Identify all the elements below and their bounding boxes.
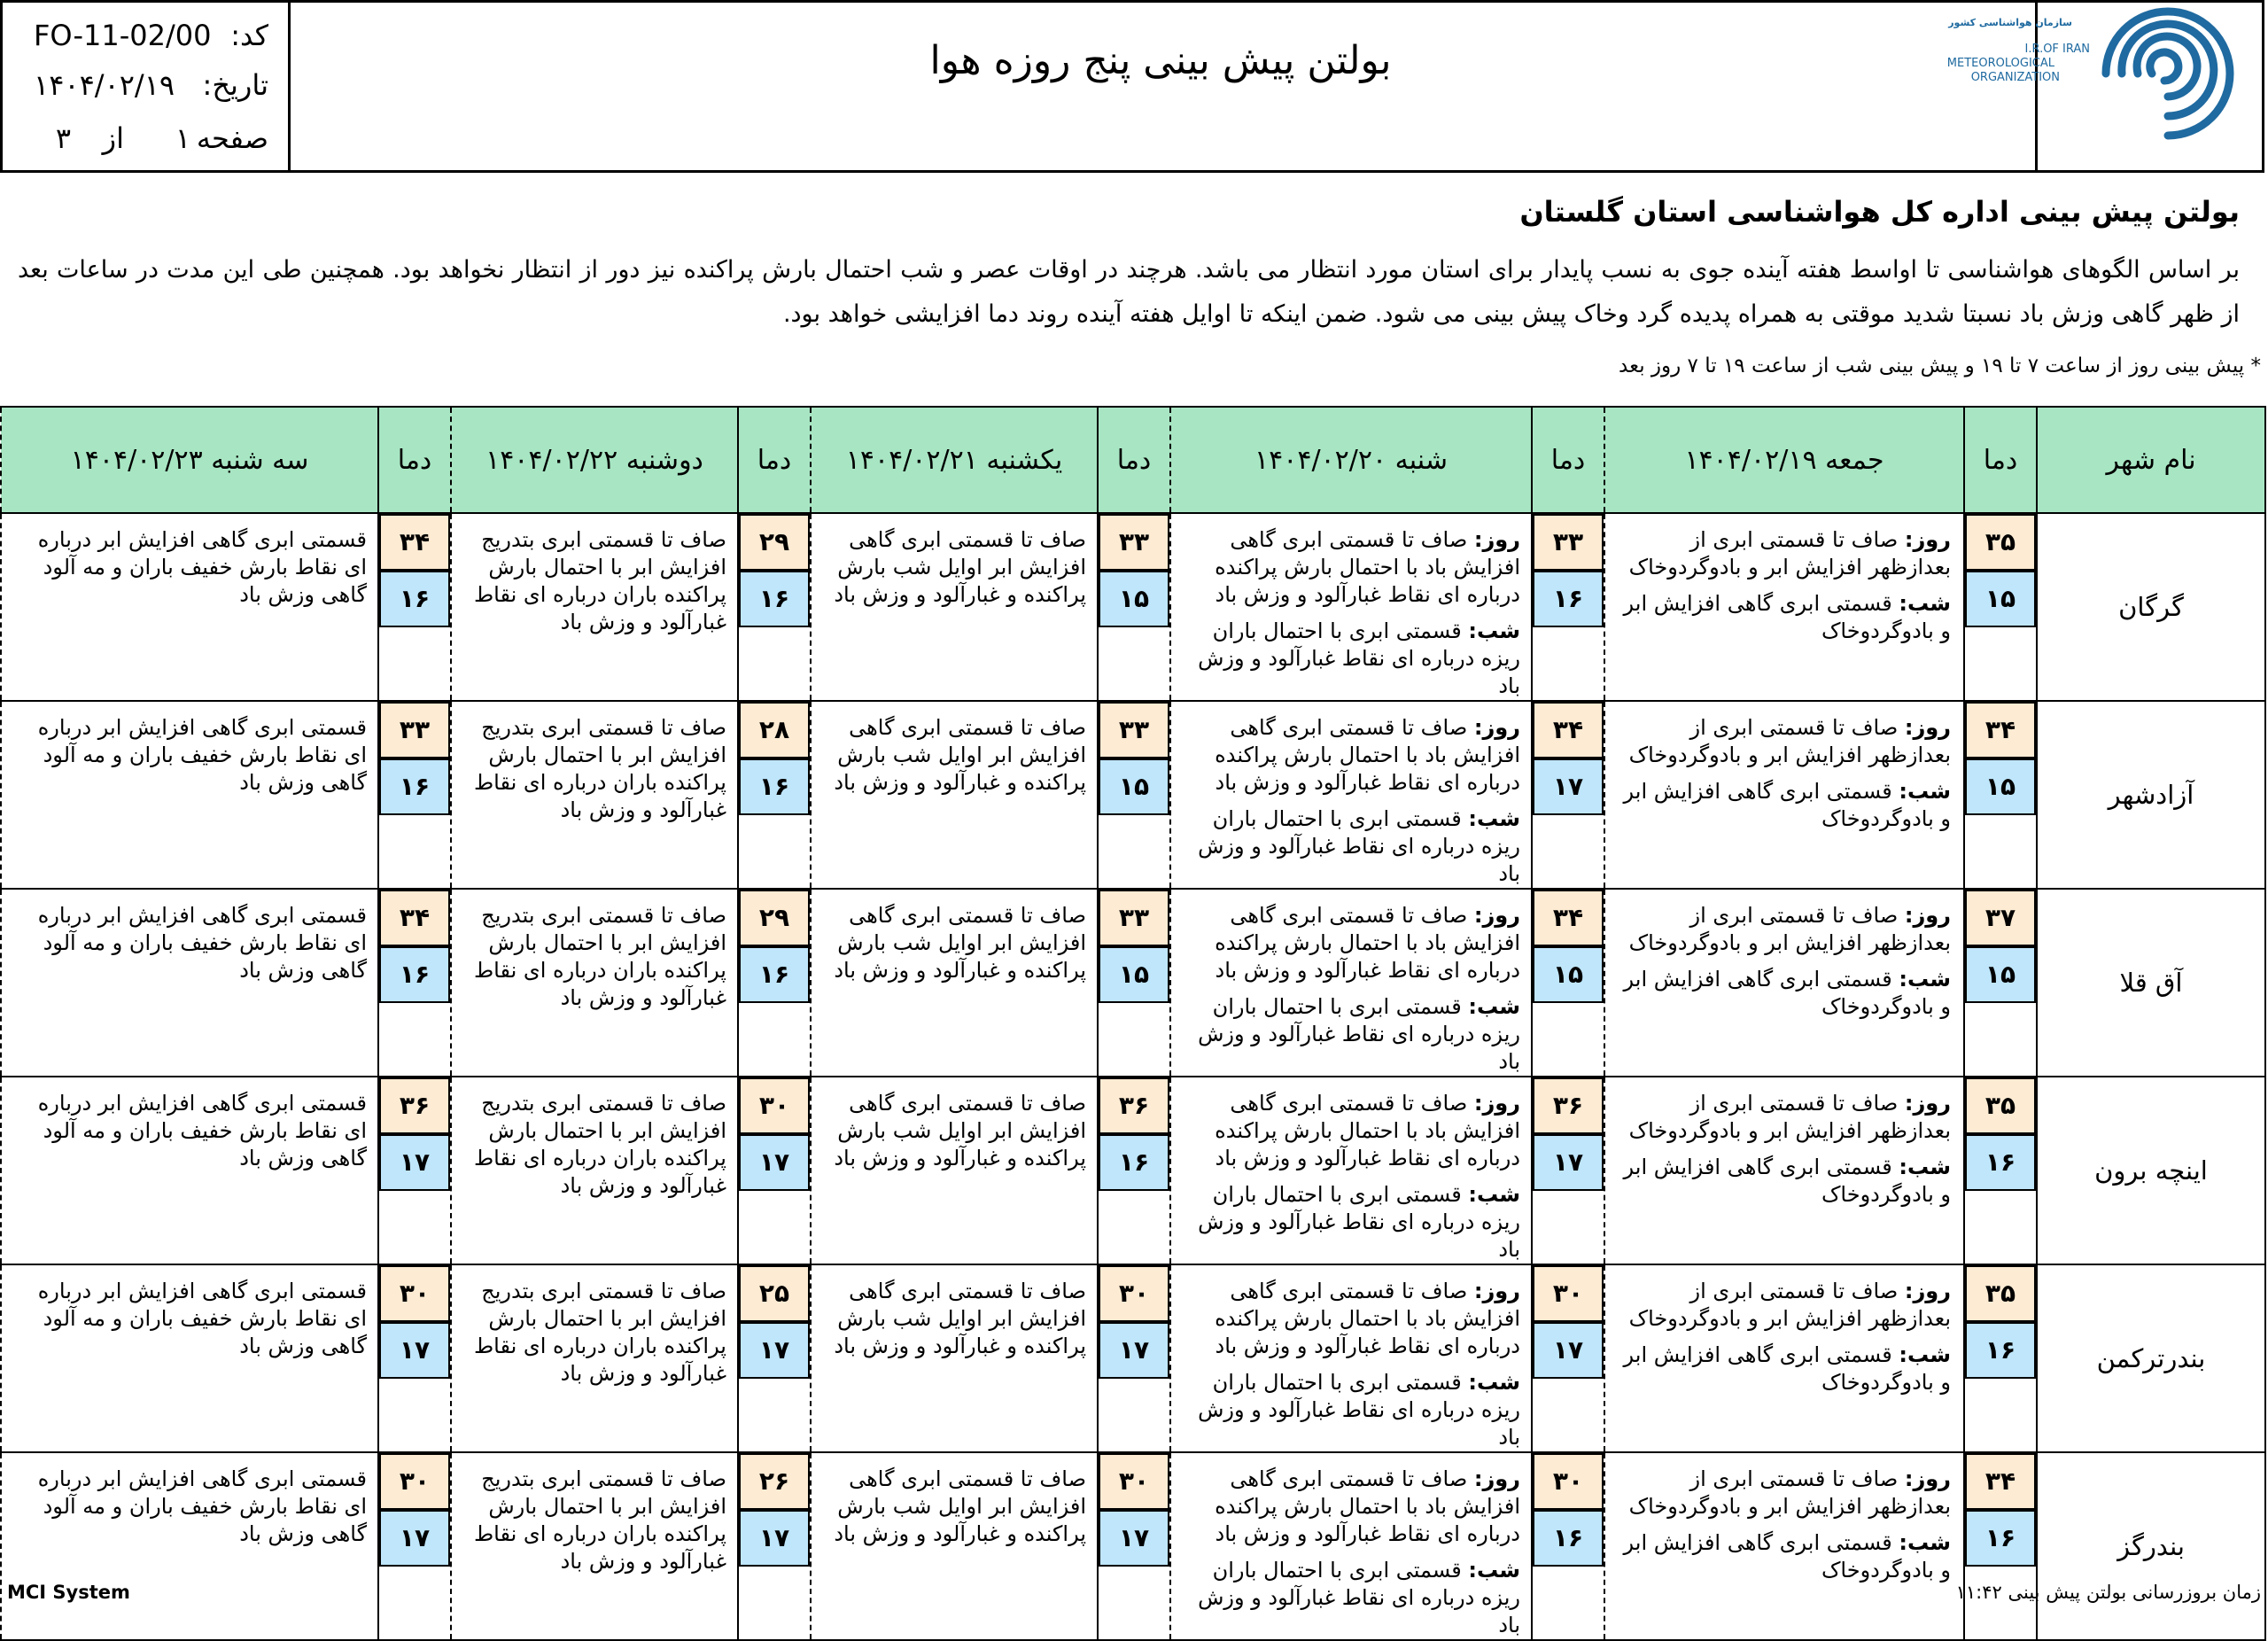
column-header-day: سه شنبه ۱۴۰۴/۰۲/۲۳ bbox=[1, 407, 378, 513]
max-temperature: ۳۳ bbox=[379, 702, 450, 758]
table-row bbox=[1, 1264, 2265, 1452]
city-name: آزادشهر bbox=[2037, 701, 2265, 889]
temperature-cell bbox=[378, 701, 451, 889]
night-forecast bbox=[1178, 1369, 1520, 1451]
night-forecast-text: قسمتی ابری گاهی افزایش ابر و بادوگردوخاک bbox=[1623, 1530, 1951, 1583]
temperature-cell bbox=[738, 1452, 811, 1640]
night-forecast-text: قسمتی ابری گاهی افزایش ابر و بادوگردوخاک bbox=[1623, 1342, 1951, 1395]
night-label: شب: bbox=[1468, 618, 1520, 643]
page-current: ۱ bbox=[175, 121, 190, 155]
min-temperature: ۱۶ bbox=[739, 571, 810, 627]
organization-logo bbox=[1946, 3, 2262, 170]
max-temperature: ۳۴ bbox=[1965, 1453, 2036, 1510]
spiral-logo-icon bbox=[1946, 3, 2262, 170]
night-forecast bbox=[1612, 1529, 1951, 1584]
page-label: صفحه bbox=[196, 121, 268, 155]
city-name: آق قلا bbox=[2037, 889, 2265, 1077]
night-forecast bbox=[1612, 778, 1951, 833]
day-forecast bbox=[1178, 714, 1520, 797]
column-header-temp: دما bbox=[1532, 407, 1604, 513]
day-label: روز: bbox=[1904, 1466, 1951, 1491]
day-forecast-text: صاف تا قسمتی ابری گاهی افزایش باد با احتمال بارش پراکنده درباره ای نقاط غبارآلود و وزش باد bbox=[1215, 1466, 1520, 1546]
column-header-temp: دما bbox=[738, 407, 811, 513]
night-forecast-text: قسمتی ابری گاهی افزایش ابر و بادوگردوخاک bbox=[1623, 1155, 1951, 1207]
temperature-cell bbox=[1532, 1452, 1604, 1640]
max-temperature: ۳۶ bbox=[1533, 1077, 1604, 1134]
forecast-description: صاف تا قسمتی ابری گاهی افزایش ابر اوایل شب بارش پراکنده و غبارآلود و وزش باد bbox=[811, 1452, 1098, 1640]
night-forecast bbox=[1612, 1154, 1951, 1209]
day-forecast-text: صاف تا قسمتی ابری گاهی افزایش باد با احتمال بارش پراکنده درباره ای نقاط غبارآلود و وزش باد bbox=[1215, 903, 1520, 983]
max-temperature: ۳۰ bbox=[379, 1265, 450, 1322]
system-name: MCI System bbox=[7, 1582, 130, 1603]
temperature-cell bbox=[1964, 1452, 2037, 1640]
forecast-description: صاف تا قسمتی ابری بتدریج افزایش ابر با احتمال بارش پراکنده باران درباره ای نقاط غبارآلود و وزش باد bbox=[451, 1452, 738, 1640]
day-label: روز: bbox=[1904, 527, 1951, 552]
max-temperature: ۲۶ bbox=[739, 1453, 810, 1510]
temperature-cell bbox=[1098, 1452, 1170, 1640]
max-temperature: ۳۰ bbox=[1533, 1453, 1604, 1510]
update-label: زمان بروزرسانی بولتن پیش بینی bbox=[2008, 1582, 2261, 1603]
day-forecast-text: صاف تا قسمتی ابری از بعدازظهر افزایش ابر و بادوگردوخاک bbox=[1628, 903, 1951, 955]
page-total: ۳ bbox=[55, 121, 71, 155]
min-temperature: ۱۶ bbox=[739, 758, 810, 815]
forecast-description bbox=[1604, 513, 1964, 701]
max-temperature: ۳۴ bbox=[1533, 890, 1604, 946]
max-temperature: ۳۷ bbox=[1965, 890, 2036, 946]
temperature-cell bbox=[1964, 1077, 2037, 1264]
max-temperature: ۳۳ bbox=[1533, 514, 1604, 571]
night-forecast-text: قسمتی ابری گاهی افزایش ابر و بادوگردوخاک bbox=[1623, 967, 1951, 1019]
page-of: از bbox=[102, 121, 124, 155]
forecast-description: صاف تا قسمتی ابری گاهی افزایش ابر اوایل شب بارش پراکنده و غبارآلود و وزش باد bbox=[811, 889, 1098, 1077]
code-row bbox=[0, 19, 288, 68]
day-label: روز: bbox=[1473, 1466, 1520, 1491]
temperature-cell bbox=[1964, 513, 2037, 701]
date-label: تاریخ: bbox=[202, 68, 268, 102]
date-value: ۱۴۰۴/۰۲/۱۹ bbox=[34, 68, 175, 102]
night-label: شب: bbox=[1899, 967, 1951, 992]
min-temperature: ۱۶ bbox=[1965, 1134, 2036, 1191]
temperature-cell bbox=[1532, 889, 1604, 1077]
column-header-day: جمعه ۱۴۰۴/۰۲/۱۹ bbox=[1604, 407, 1964, 513]
svg-text:METEOROLOGICAL: METEOROLOGICAL bbox=[1946, 57, 2054, 70]
city-name: اینچه برون bbox=[2037, 1077, 2265, 1264]
forecast-description: صاف تا قسمتی ابری گاهی افزایش ابر اوایل شب بارش پراکنده و غبارآلود و وزش باد bbox=[811, 513, 1098, 701]
min-temperature: ۱۶ bbox=[1099, 1134, 1169, 1191]
max-temperature: ۳۶ bbox=[379, 1077, 450, 1134]
min-temperature: ۱۶ bbox=[379, 758, 450, 815]
day-forecast-text: صاف تا قسمتی ابری از بعدازظهر افزایش ابر و بادوگردوخاک bbox=[1628, 1466, 1951, 1519]
forecast-description bbox=[1604, 1077, 1964, 1264]
min-temperature: ۱۵ bbox=[1099, 758, 1169, 815]
forecast-description: قسمتی ابری گاهی افزایش ابر درباره ای نقاط بارش خفیف باران و مه آلود گاهی وزش باد bbox=[1, 513, 378, 701]
day-forecast bbox=[1178, 526, 1520, 609]
forecast-description bbox=[1170, 1077, 1532, 1264]
temperature-cell bbox=[378, 1077, 451, 1264]
day-label: روز: bbox=[1904, 715, 1951, 740]
forecast-description: صاف تا قسمتی ابری بتدریج افزایش ابر با احتمال بارش پراکنده باران درباره ای نقاط غبارآلود و وزش باد bbox=[451, 1264, 738, 1452]
min-temperature: ۱۵ bbox=[1533, 946, 1604, 1003]
bulletin-header bbox=[0, 0, 2264, 173]
table-body bbox=[1, 513, 2265, 1640]
forecast-description: قسمتی ابری گاهی افزایش ابر درباره ای نقاط بارش خفیف باران و مه آلود گاهی وزش باد bbox=[1, 1264, 378, 1452]
forecast-description bbox=[1604, 701, 1964, 889]
forecast-description: صاف تا قسمتی ابری بتدریج افزایش ابر با احتمال بارش پراکنده باران درباره ای نقاط غبارآلود و وزش باد bbox=[451, 701, 738, 889]
page-title: بولتن پیش بینی پنج روزه هوا bbox=[929, 38, 1392, 83]
min-temperature: ۱۷ bbox=[379, 1322, 450, 1379]
night-forecast bbox=[1612, 966, 1951, 1021]
forecast-description: قسمتی ابری گاهی افزایش ابر درباره ای نقاط بارش خفیف باران و مه آلود گاهی وزش باد bbox=[1, 701, 378, 889]
night-label: شب: bbox=[1468, 1182, 1520, 1207]
max-temperature: ۳۰ bbox=[1533, 1265, 1604, 1322]
day-forecast bbox=[1612, 1090, 1951, 1145]
day-forecast bbox=[1178, 1278, 1520, 1360]
day-forecast-text: صاف تا قسمتی ابری از بعدازظهر افزایش ابر و بادوگردوخاک bbox=[1628, 1091, 1951, 1143]
day-label: روز: bbox=[1473, 1279, 1520, 1303]
night-label: شب: bbox=[1468, 806, 1520, 831]
night-label: شب: bbox=[1468, 1370, 1520, 1395]
min-temperature: ۱۶ bbox=[379, 571, 450, 627]
day-forecast-text: صاف تا قسمتی ابری گاهی افزایش باد با احتمال بارش پراکنده درباره ای نقاط غبارآلود و وزش باد bbox=[1215, 1091, 1520, 1170]
forecast-description: صاف تا قسمتی ابری بتدریج افزایش ابر با احتمال بارش پراکنده باران درباره ای نقاط غبارآلود و وزش باد bbox=[451, 513, 738, 701]
city-name: بندرگز bbox=[2037, 1452, 2265, 1640]
forecast-description bbox=[1170, 1452, 1532, 1640]
temperature-cell bbox=[1532, 1264, 1604, 1452]
max-temperature: ۳۴ bbox=[379, 890, 450, 946]
table-row bbox=[1, 513, 2265, 701]
city-name: بندرترکمن bbox=[2037, 1264, 2265, 1452]
min-temperature: ۱۶ bbox=[379, 946, 450, 1003]
forecast-description: صاف تا قسمتی ابری گاهی افزایش ابر اوایل شب بارش پراکنده و غبارآلود و وزش باد bbox=[811, 1077, 1098, 1264]
code-value: FO-11-02/00 bbox=[34, 19, 212, 52]
night-forecast-text: قسمتی ابری با احتمال باران ریزه درباره ای نقاط غبارآلود و وزش باد bbox=[1198, 994, 1520, 1074]
forecast-summary: بر اساس الگوهای هواشناسی تا اواسط هفته آینده جوی به نسب پایدار برای استان مورد انتظار می باشد. هرچند در اوقات عصر و شب احتمال بارش پراکنده نیز دور از انتظار نخواهد بود. همچنین طی این مدت در ساعات بعد از ظهر گاهی وزش باد نسبتا شدید موقتی به همراه پدیده گرد وخاک پیش بینی می شود. ضمن اینکه تا اوایل هفته آینده روند دما افزایشی خواهد بود. bbox=[18, 256, 2240, 328]
temperature-cell bbox=[1098, 1077, 1170, 1264]
forecast-description: صاف تا قسمتی ابری بتدریج افزایش ابر با احتمال بارش پراکنده باران درباره ای نقاط غبارآلود و وزش باد bbox=[451, 1077, 738, 1264]
max-temperature: ۳۰ bbox=[1099, 1265, 1169, 1322]
min-temperature: ۱۵ bbox=[1099, 946, 1169, 1003]
night-label: شب: bbox=[1899, 1530, 1951, 1555]
day-label: روز: bbox=[1473, 1091, 1520, 1116]
temperature-cell bbox=[738, 1077, 811, 1264]
forecast-description bbox=[1170, 1264, 1532, 1452]
table-row bbox=[1, 1452, 2265, 1640]
night-forecast bbox=[1178, 1181, 1520, 1264]
max-temperature: ۳۵ bbox=[1965, 1077, 2036, 1134]
min-temperature: ۱۷ bbox=[1099, 1322, 1169, 1379]
max-temperature: ۲۹ bbox=[739, 514, 810, 571]
column-header-temp: دما bbox=[1098, 407, 1170, 513]
table-row bbox=[1, 1077, 2265, 1264]
forecast-description: صاف تا قسمتی ابری بتدریج افزایش ابر با احتمال بارش پراکنده باران درباره ای نقاط غبارآلود و وزش باد bbox=[451, 889, 738, 1077]
day-label: روز: bbox=[1904, 1091, 1951, 1116]
day-forecast bbox=[1612, 714, 1951, 769]
code-label: کد: bbox=[230, 19, 268, 52]
min-temperature: ۱۵ bbox=[1965, 946, 2036, 1003]
temperature-cell bbox=[738, 889, 811, 1077]
max-temperature: ۳۴ bbox=[379, 514, 450, 571]
max-temperature: ۳۶ bbox=[1099, 1077, 1169, 1134]
night-forecast-text: قسمتی ابری با احتمال باران ریزه درباره ای نقاط غبارآلود و وزش باد bbox=[1198, 1370, 1520, 1450]
min-temperature: ۱۷ bbox=[379, 1134, 450, 1191]
temperature-cell bbox=[1532, 513, 1604, 701]
temperature-cell bbox=[1964, 889, 2037, 1077]
forecast-description bbox=[1170, 513, 1532, 701]
max-temperature: ۳۳ bbox=[1099, 702, 1169, 758]
update-time-value: ۱۱:۴۲ bbox=[1955, 1582, 2002, 1603]
forecast-description: صاف تا قسمتی ابری گاهی افزایش ابر اوایل شب بارش پراکنده و غبارآلود و وزش باد bbox=[811, 1264, 1098, 1452]
day-forecast bbox=[1612, 902, 1951, 957]
forecast-description bbox=[1604, 889, 1964, 1077]
night-forecast bbox=[1178, 618, 1520, 700]
temperature-cell bbox=[1098, 513, 1170, 701]
min-temperature: ۱۵ bbox=[1965, 571, 2036, 627]
min-temperature: ۱۷ bbox=[1533, 1322, 1604, 1379]
svg-text:سازمان هواشناسی کشور: سازمان هواشناسی کشور bbox=[1948, 17, 2072, 28]
forecast-description: قسمتی ابری گاهی افزایش ابر درباره ای نقاط بارش خفیف باران و مه آلود گاهی وزش باد bbox=[1, 1452, 378, 1640]
night-forecast bbox=[1178, 1557, 1520, 1639]
table-header-row bbox=[1, 407, 2265, 513]
night-label: شب: bbox=[1899, 1342, 1951, 1367]
night-forecast bbox=[1612, 1342, 1951, 1396]
column-header-day: شنبه ۱۴۰۴/۰۲/۲۰ bbox=[1170, 407, 1532, 513]
max-temperature: ۳۵ bbox=[1965, 514, 2036, 571]
night-label: شب: bbox=[1899, 591, 1951, 616]
temperature-cell bbox=[378, 889, 451, 1077]
temperature-cell bbox=[1098, 701, 1170, 889]
min-temperature: ۱۶ bbox=[739, 946, 810, 1003]
max-temperature: ۲۹ bbox=[739, 890, 810, 946]
day-label: روز: bbox=[1904, 903, 1951, 928]
temperature-cell bbox=[378, 1264, 451, 1452]
night-label: شب: bbox=[1468, 1558, 1520, 1583]
day-forecast bbox=[1178, 1466, 1520, 1548]
date-row bbox=[0, 68, 288, 118]
column-header-day: یکشنبه ۱۴۰۴/۰۲/۲۱ bbox=[811, 407, 1098, 513]
day-forecast bbox=[1612, 1278, 1951, 1333]
forecast-description bbox=[1604, 1264, 1964, 1452]
max-temperature: ۳۴ bbox=[1533, 702, 1604, 758]
day-label: روز: bbox=[1473, 903, 1520, 928]
night-forecast-text: قسمتی ابری گاهی افزایش ابر و بادوگردوخاک bbox=[1623, 779, 1951, 831]
min-temperature: ۱۶ bbox=[1533, 571, 1604, 627]
document-meta bbox=[3, 3, 291, 170]
day-forecast bbox=[1178, 1090, 1520, 1172]
day-label: روز: bbox=[1473, 527, 1520, 552]
min-temperature: ۱۷ bbox=[1533, 758, 1604, 815]
day-forecast-text: صاف تا قسمتی ابری گاهی افزایش باد با احتمال بارش پراکنده درباره ای نقاط غبارآلود و وزش باد bbox=[1215, 715, 1520, 795]
temperature-cell bbox=[1964, 1264, 2037, 1452]
forecast-description: صاف تا قسمتی ابری گاهی افزایش ابر اوایل شب بارش پراکنده و غبارآلود و وزش باد bbox=[811, 701, 1098, 889]
column-header-temp: دما bbox=[1964, 407, 2037, 513]
forecast-description: قسمتی ابری گاهی افزایش ابر درباره ای نقاط بارش خفیف باران و مه آلود گاهی وزش باد bbox=[1, 889, 378, 1077]
table-row bbox=[1, 701, 2265, 889]
max-temperature: ۳۳ bbox=[1099, 890, 1169, 946]
night-forecast-text: قسمتی ابری با احتمال باران ریزه درباره ای نقاط غبارآلود و وزش باد bbox=[1198, 618, 1520, 698]
forecast-note: * پیش بینی روز از ساعت ۷ تا ۱۹ و پیش بینی شب از ساعت ۱۹ تا ۷ روز بعد bbox=[1619, 354, 2261, 377]
night-forecast-text: قسمتی ابری گاهی افزایش ابر و بادوگردوخاک bbox=[1623, 591, 1951, 643]
night-forecast bbox=[1178, 805, 1520, 888]
max-temperature: ۳۴ bbox=[1965, 702, 2036, 758]
min-temperature: ۱۷ bbox=[1099, 1510, 1169, 1567]
table-row bbox=[1, 889, 2265, 1077]
day-forecast bbox=[1612, 1466, 1951, 1520]
max-temperature: ۳۳ bbox=[1099, 514, 1169, 571]
temperature-cell bbox=[378, 1452, 451, 1640]
day-forecast bbox=[1612, 526, 1951, 581]
city-name: گرگان bbox=[2037, 513, 2265, 701]
temperature-cell bbox=[738, 513, 811, 701]
night-forecast bbox=[1178, 993, 1520, 1076]
svg-text:ORGANIZATION: ORGANIZATION bbox=[1970, 71, 2060, 84]
day-forecast-text: صاف تا قسمتی ابری از بعدازظهر افزایش ابر و بادوگردوخاک bbox=[1628, 715, 1951, 767]
night-forecast-text: قسمتی ابری با احتمال باران ریزه درباره ای نقاط غبارآلود و وزش باد bbox=[1198, 1558, 1520, 1637]
day-forecast bbox=[1178, 902, 1520, 984]
min-temperature: ۱۷ bbox=[739, 1322, 810, 1379]
forecast-table bbox=[0, 406, 2266, 1641]
night-forecast-text: قسمتی ابری با احتمال باران ریزه درباره ای نقاط غبارآلود و وزش باد bbox=[1198, 806, 1520, 886]
min-temperature: ۱۶ bbox=[1533, 1510, 1604, 1567]
day-forecast-text: صاف تا قسمتی ابری از بعدازظهر افزایش ابر و بادوگردوخاک bbox=[1628, 1279, 1951, 1331]
night-forecast-text: قسمتی ابری با احتمال باران ریزه درباره ای نقاط غبارآلود و وزش باد bbox=[1198, 1182, 1520, 1262]
column-header-temp: دما bbox=[378, 407, 451, 513]
forecast-description bbox=[1604, 1452, 1964, 1640]
night-label: شب: bbox=[1468, 994, 1520, 1019]
day-forecast-text: صاف تا قسمتی ابری از بعدازظهر افزایش ابر و بادوگردوخاک bbox=[1628, 527, 1951, 579]
day-label: روز: bbox=[1473, 715, 1520, 740]
night-label: شب: bbox=[1899, 779, 1951, 804]
min-temperature: ۱۵ bbox=[1965, 758, 2036, 815]
min-temperature: ۱۵ bbox=[1099, 571, 1169, 627]
svg-text:I.R.OF IRAN: I.R.OF IRAN bbox=[2024, 43, 2090, 56]
max-temperature: ۳۰ bbox=[1099, 1453, 1169, 1510]
min-temperature: ۱۷ bbox=[379, 1510, 450, 1567]
temperature-cell bbox=[1964, 701, 2037, 889]
page-row bbox=[0, 121, 288, 171]
temperature-cell bbox=[1098, 889, 1170, 1077]
min-temperature: ۱۷ bbox=[739, 1510, 810, 1567]
min-temperature: ۱۷ bbox=[739, 1134, 810, 1191]
forecast-description: قسمتی ابری گاهی افزایش ابر درباره ای نقاط بارش خفیف باران و مه آلود گاهی وزش باد bbox=[1, 1077, 378, 1264]
max-temperature: ۲۸ bbox=[739, 702, 810, 758]
day-forecast-text: صاف تا قسمتی ابری گاهی افزایش باد با احتمال بارش پراکنده درباره ای نقاط غبارآلود و وزش باد bbox=[1215, 527, 1520, 607]
night-label: شب: bbox=[1899, 1155, 1951, 1179]
forecast-description bbox=[1170, 889, 1532, 1077]
max-temperature: ۳۵ bbox=[1965, 1265, 2036, 1322]
day-label: روز: bbox=[1904, 1279, 1951, 1303]
temperature-cell bbox=[1098, 1264, 1170, 1452]
column-header-day: دوشنبه ۱۴۰۴/۰۲/۲۲ bbox=[451, 407, 738, 513]
min-temperature: ۱۶ bbox=[1965, 1322, 2036, 1379]
day-forecast-text: صاف تا قسمتی ابری گاهی افزایش باد با احتمال بارش پراکنده درباره ای نقاط غبارآلود و وزش باد bbox=[1215, 1279, 1520, 1358]
forecast-description bbox=[1170, 701, 1532, 889]
temperature-cell bbox=[738, 701, 811, 889]
temperature-cell bbox=[1532, 701, 1604, 889]
column-header-city: نام شهر bbox=[2037, 407, 2265, 513]
section-title: بولتن پیش بینی اداره کل هواشناسی استان گلستان bbox=[1519, 195, 2240, 229]
max-temperature: ۳۰ bbox=[379, 1453, 450, 1510]
temperature-cell bbox=[378, 513, 451, 701]
update-time bbox=[1956, 1582, 2261, 1603]
temperature-cell bbox=[738, 1264, 811, 1452]
min-temperature: ۱۶ bbox=[1965, 1510, 2036, 1567]
max-temperature: ۲۵ bbox=[739, 1265, 810, 1322]
min-temperature: ۱۷ bbox=[1533, 1134, 1604, 1191]
max-temperature: ۳۰ bbox=[739, 1077, 810, 1134]
night-forecast bbox=[1612, 590, 1951, 645]
temperature-cell bbox=[1532, 1077, 1604, 1264]
